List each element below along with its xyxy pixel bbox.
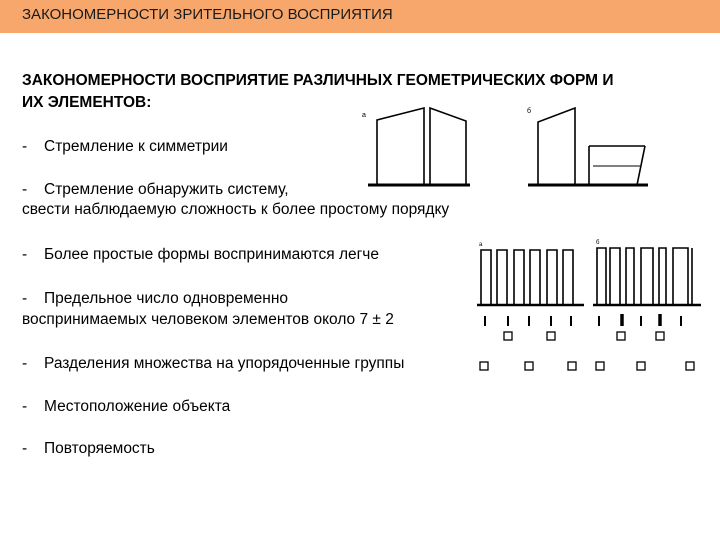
bullet-dash: - bbox=[22, 246, 28, 263]
squares-grouping bbox=[480, 332, 694, 370]
list-item-text: воспринимаемых человеком элементов около 7 ± 2 bbox=[22, 311, 394, 328]
list-item-text: Местоположение объекта bbox=[44, 398, 231, 415]
bullet-dash: - bbox=[22, 290, 28, 307]
title-line-1: ЗАКОНОМЕРНОСТИ ВОСПРИЯТИЕ РАЗЛИЧНЫХ ГЕОМЕТРИЧЕСКИХ ФОРМ И bbox=[22, 72, 614, 89]
list-item-text: Предельное число одновременно bbox=[44, 290, 289, 307]
bullet-dash: - bbox=[22, 440, 28, 457]
figure-label-a2: а bbox=[479, 242, 483, 248]
list-item-text: Более простые формы воспринимаются легче bbox=[44, 246, 379, 263]
figure-label-a: а bbox=[362, 112, 366, 119]
comb-figure-b bbox=[593, 240, 701, 305]
list-item-text: Стремление обнаружить систему, bbox=[44, 181, 289, 198]
bullet-dash: - bbox=[22, 355, 28, 372]
bullet-dash: - bbox=[22, 398, 28, 415]
figure-label-b2: б bbox=[596, 240, 600, 246]
figure-label-b: б bbox=[527, 108, 532, 115]
list-item-text: Разделения множества на упорядоченные группы bbox=[44, 355, 405, 372]
list-item-text: свести наблюдаемую сложность к более простому порядку bbox=[22, 201, 450, 218]
symmetry-figure-b bbox=[527, 107, 648, 185]
list-item-text: Стремление к симметрии bbox=[44, 138, 228, 155]
bars-row bbox=[485, 314, 681, 326]
bullet-dash: - bbox=[22, 138, 28, 155]
comb-figure-a bbox=[477, 242, 584, 305]
bullet-dash: - bbox=[22, 181, 28, 198]
symmetry-figure-a bbox=[362, 108, 470, 185]
title-line-2: ИХ ЭЛЕМЕНТОВ: bbox=[22, 94, 152, 111]
list-item-text: Повторяемость bbox=[44, 440, 155, 457]
header-title: ЗАКОНОМЕРНОСТИ ЗРИТЕЛЬНОГО ВОСПРИЯТИЯ bbox=[22, 6, 393, 23]
